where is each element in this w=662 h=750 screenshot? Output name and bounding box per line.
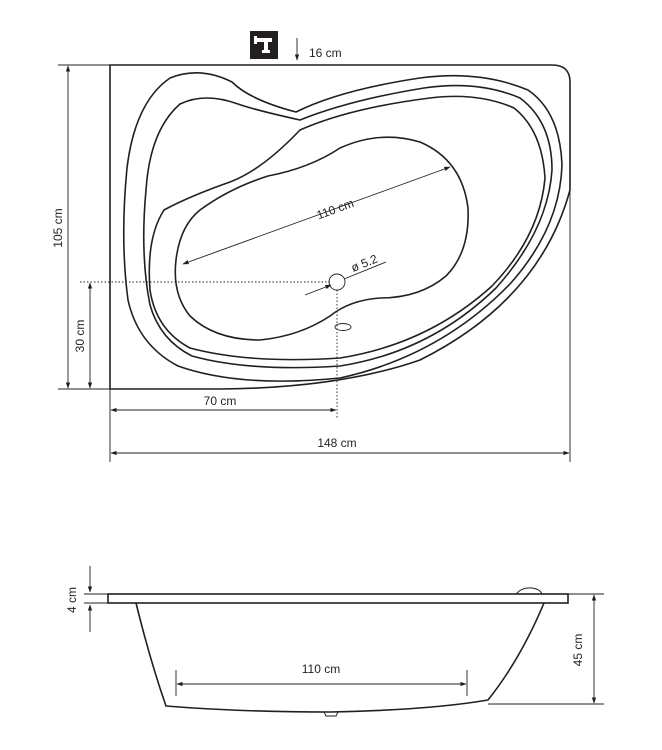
side-rim-bump <box>516 588 542 594</box>
drain-x-label: 70 cm <box>203 394 237 408</box>
inner-length-label: 110 cm <box>314 195 356 223</box>
side-body <box>136 603 544 712</box>
depth-label: 45 cm <box>571 633 585 667</box>
rim-contour <box>124 73 562 381</box>
rim-label: 4 cm <box>65 586 79 614</box>
inner-basin <box>175 137 468 340</box>
faucet-icon <box>250 31 278 59</box>
height-label: 105 cm <box>51 208 65 248</box>
ledge-contour <box>144 86 552 368</box>
side-inner-length-label: 110 cm <box>301 662 341 676</box>
width-label: 148 cm <box>317 436 357 450</box>
faucet-offset-label: 16 cm <box>309 46 342 60</box>
side-view <box>65 566 604 716</box>
drain-diameter-label: ø 5.2 <box>349 251 380 275</box>
drain-height-label: 30 cm <box>73 319 87 353</box>
side-rim <box>108 594 568 603</box>
drain-diameter-leader <box>305 285 331 295</box>
drain-circle <box>329 274 345 290</box>
top-view <box>51 31 570 462</box>
seat-contour <box>149 96 545 359</box>
